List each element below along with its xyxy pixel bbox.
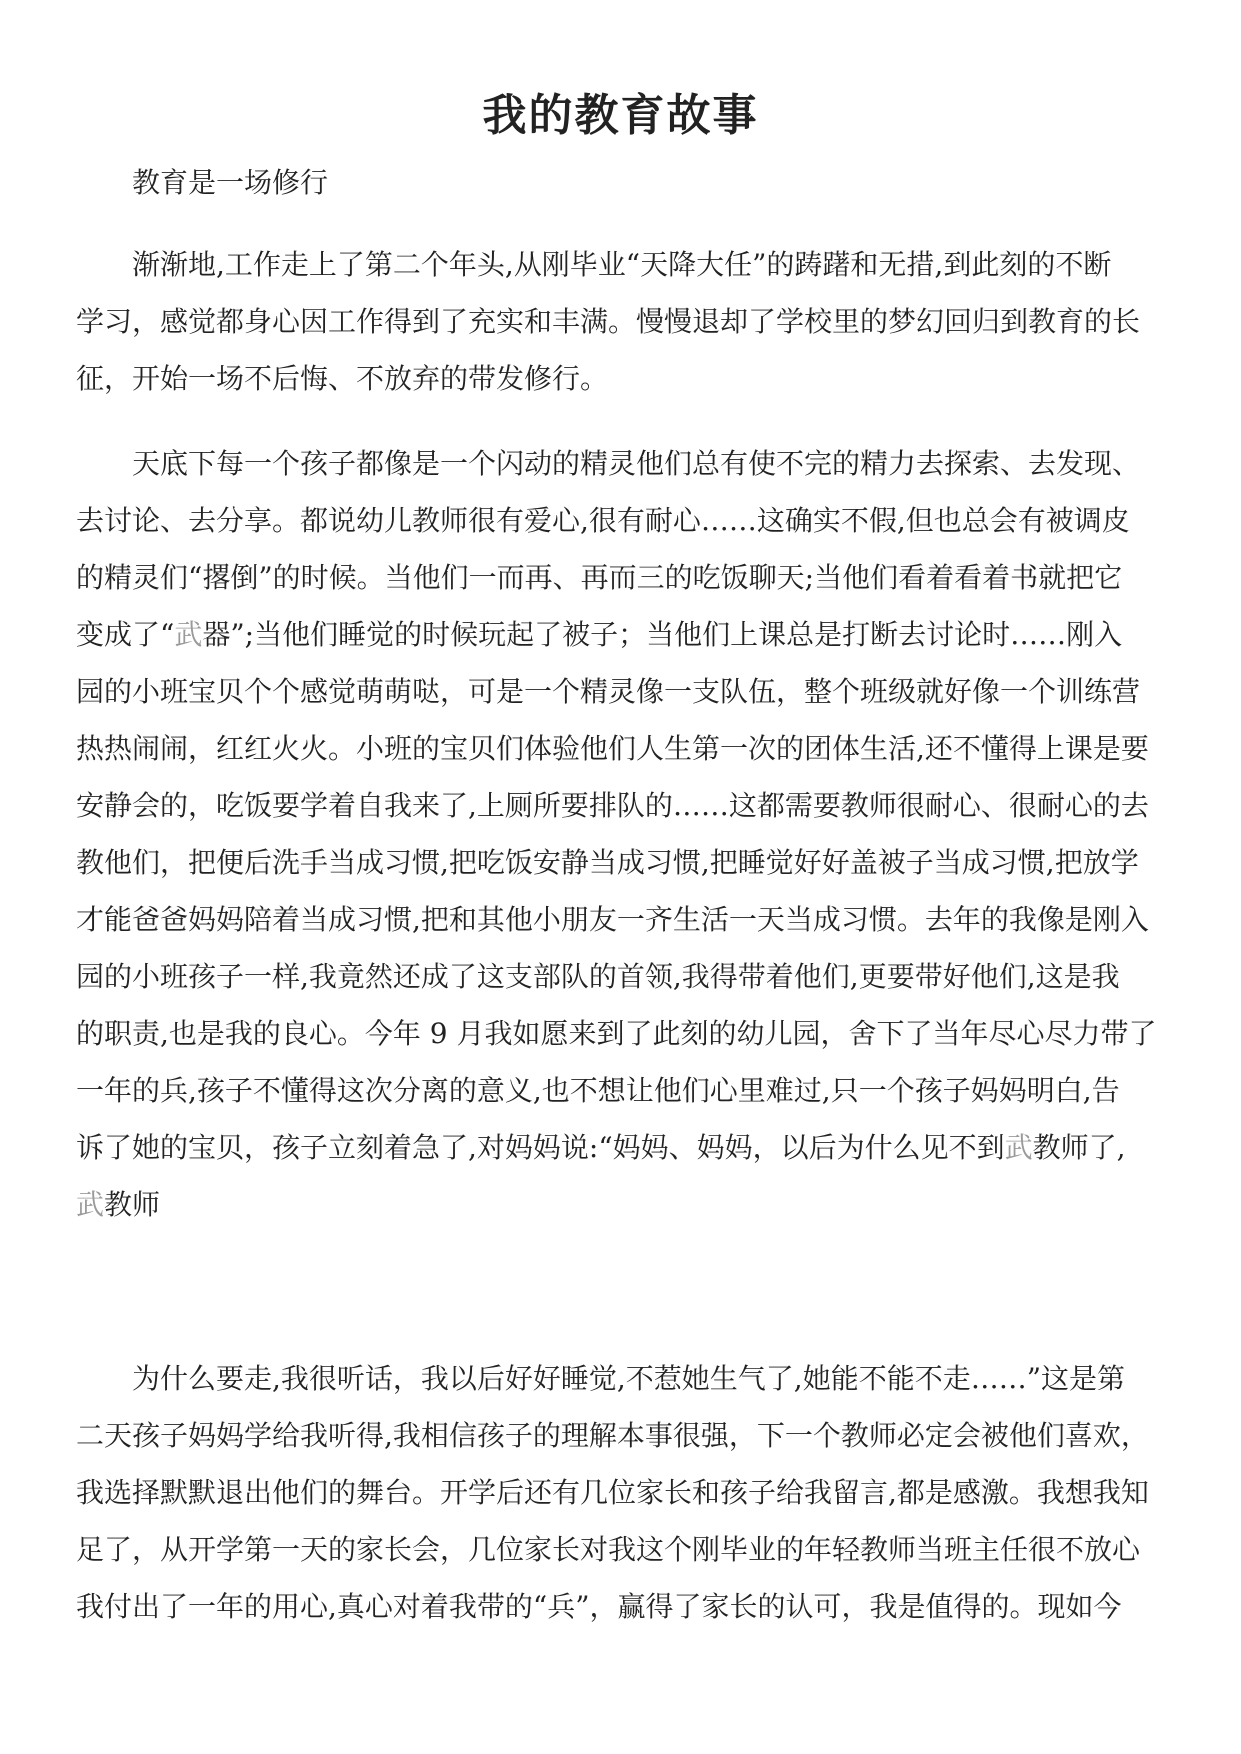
text-line: 园的小班孩子一样,我竟然还成了这支部队的首领,我得带着他们,更要带好他们,这是我 [76, 960, 1120, 993]
text-line: 为什么要走,我很听话，我以后好好睡觉,不惹她生气了,她能不能不走……”这是第 [132, 1362, 1126, 1395]
text-line: 一年的兵,孩子不懂得这次分离的意义,也不想让他们心里难过,只一个孩子妈妈明白,告 [76, 1074, 1120, 1107]
text-line: 我付出了一年的用心,真心对着我带的“兵”，赢得了家长的认可，我是值得的。现如今 [76, 1590, 1122, 1623]
text-line: 天底下每一个孩子都像是一个闪动的精灵他们总有使不完的精力去探索、去发现、 [132, 447, 1141, 480]
paragraph-2 [76, 435, 1186, 1233]
paragraph-3 [76, 1350, 1186, 1635]
text-line [76, 1176, 1186, 1233]
text-line: 征，开始一场不后悔、不放弃的带发修行。 [76, 362, 609, 395]
text-line: 园的小班宝贝个个感觉萌萌哒，可是一个精灵像一支队伍，整个班级就好像一个训练营 [76, 675, 1141, 708]
text-line: 学习，感觉都身心因工作得到了充实和丰满。慢慢退却了学校里的梦幻回归到教育的长 [76, 305, 1141, 338]
text-segment: 教师了, [1032, 1131, 1126, 1164]
text-line [76, 1119, 1186, 1176]
text-line: 才能爸爸妈妈陪着当成习惯,把和其他小朋友一齐生活一天当成习惯。去年的我像是刚入 [76, 903, 1149, 936]
text-line: 二天孩子妈妈学给我听得,我相信孩子的理解本事很强，下一个教师必定会被他们喜欢， [76, 1419, 1149, 1452]
text-line: 安静会的，吃饭要学着自我来了,上厕所要排队的……这都需要教师很耐心、很耐心的去 [76, 789, 1149, 822]
text-line: 我选择默默退出他们的舞台。开学后还有几位家长和孩子给我留言,都是感激。我想我知 [76, 1476, 1149, 1509]
text-line: 足了，从开学第一天的家长会，几位家长对我这个刚毕业的年轻教师当班主任很不放心 [76, 1533, 1141, 1566]
text-line: 渐渐地,工作走上了第二个年头,从刚毕业“天降大任”的踌躇和无措,到此刻的不断 [132, 248, 1112, 281]
text-line: 教他们，把便后洗手当成习惯,把吃饭安静当成习惯,把睡觉好好盖被子当成习惯,把放学 [76, 846, 1139, 879]
text-line: 的职责,也是我的良心。今年 9 月我如愿来到了此刻的幼儿园，舍下了当年尽心尽力带了 [76, 1017, 1157, 1050]
highlighted-text: 武 [76, 1188, 105, 1221]
text-segment: 教师 [104, 1188, 161, 1221]
text-line: 热热闹闹，红红火火。小班的宝贝们体验他们人生第一次的团体生活,还不懂得上课是要 [76, 732, 1149, 765]
text-segment: 诉了她的宝贝，孩子立刻着急了,对妈妈说:“妈妈、妈妈，以后为什么见不到 [76, 1131, 1005, 1164]
text-line: 的精灵们“撂倒”的时候。当他们一而再、再而三的吃饭聊天;当他们看着看着书就把它 [76, 561, 1123, 594]
highlighted-text: 武 [174, 618, 203, 651]
text-segment: 器”;当他们睡觉的时候玩起了被子；当他们上课总是打断去讨论时……刚入 [202, 618, 1123, 651]
page-title: 我的教育故事 [482, 90, 759, 141]
paragraph-1 [76, 236, 1186, 407]
text-line: 去讨论、去分享。都说幼儿教师很有爱心,很有耐心……这确实不假,但也总会有被调皮 [76, 504, 1130, 537]
text-segment: 变成了“ [76, 618, 175, 651]
section-subtitle: 教育是一场修行 [132, 166, 329, 199]
text-line [76, 606, 1186, 663]
highlighted-text: 武 [1004, 1131, 1033, 1164]
